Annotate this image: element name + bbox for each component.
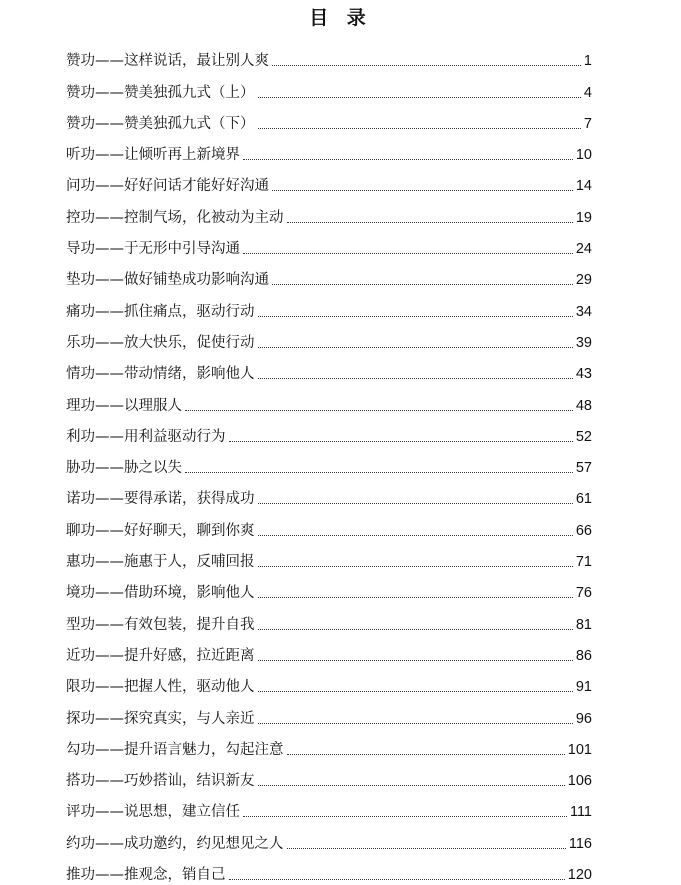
dot-leader xyxy=(258,722,573,724)
toc-entry-title: 境功——借助环境，影响他人 xyxy=(66,585,255,602)
toc-entry-page-number: 116 xyxy=(568,835,592,852)
dot-leader xyxy=(287,221,573,223)
toc-entry[interactable] xyxy=(66,541,592,572)
toc-entry[interactable] xyxy=(66,165,592,196)
dot-leader xyxy=(272,64,581,66)
dot-leader xyxy=(258,127,581,129)
toc-entry-title: 赞功——赞美独孤九式（上） xyxy=(66,84,255,101)
toc-entry[interactable] xyxy=(66,416,592,447)
toc-entry-page-number: 24 xyxy=(575,241,592,258)
toc-entry-title: 乐功——放大快乐，促使行动 xyxy=(66,334,255,351)
dot-leader xyxy=(258,628,573,630)
dot-leader xyxy=(229,440,573,442)
toc-entry-page-number: 48 xyxy=(575,397,592,414)
toc-entry-title: 赞功——这样说话，最让别人爽 xyxy=(66,53,269,70)
toc-entry[interactable] xyxy=(66,353,592,384)
toc-entry[interactable] xyxy=(66,290,592,321)
toc-entry-page-number: 57 xyxy=(575,460,592,477)
toc-entry-title: 问功——好好问话才能好好沟通 xyxy=(66,178,269,195)
toc-entry-title: 约功——成功邀约，约见想见之人 xyxy=(66,835,284,852)
dot-leader xyxy=(258,96,581,98)
toc-entry-title: 赞功——赞美独孤九式（下） xyxy=(66,115,255,132)
dot-leader xyxy=(258,690,573,692)
toc-entry-title: 近功——提升好感，拉近距离 xyxy=(66,647,255,664)
dot-leader xyxy=(287,847,566,849)
dot-leader xyxy=(258,596,573,598)
toc-entry-page-number: 66 xyxy=(575,522,592,539)
toc-entry[interactable] xyxy=(66,854,592,885)
toc-entry-title: 探功——探究真实，与人亲近 xyxy=(66,710,255,727)
toc-entry-page-number: 111 xyxy=(569,804,592,821)
dot-leader xyxy=(272,283,573,285)
toc-entry-page-number: 29 xyxy=(575,272,592,289)
toc-entry-page-number: 14 xyxy=(575,178,592,195)
toc-entry-title: 推功——推观念，销自己 xyxy=(66,867,226,884)
dot-leader xyxy=(258,784,565,786)
toc-title: 目 录 xyxy=(309,7,372,29)
toc-entry-page-number: 10 xyxy=(575,147,592,164)
toc-entry[interactable] xyxy=(66,509,592,540)
toc-entry-page-number: 1 xyxy=(583,53,592,70)
dot-leader xyxy=(258,534,573,536)
toc-entry[interactable] xyxy=(66,635,592,666)
toc-entry-page-number: 34 xyxy=(575,303,592,320)
toc-entry[interactable] xyxy=(66,259,592,290)
toc-entry-page-number: 71 xyxy=(575,554,592,571)
dot-leader xyxy=(185,409,573,411)
toc-entry-page-number: 106 xyxy=(567,773,592,790)
toc-entry[interactable] xyxy=(66,478,592,509)
toc-entry[interactable] xyxy=(66,603,592,634)
toc-entry-page-number: 19 xyxy=(575,209,592,226)
toc-entry-title: 胁功——胁之以失 xyxy=(66,460,182,477)
toc-entry-page-number: 4 xyxy=(583,84,592,101)
dot-leader xyxy=(287,753,565,755)
toc-entry[interactable] xyxy=(66,666,592,697)
toc-entry-title: 利功——用利益驱动行为 xyxy=(66,428,226,445)
toc-entry-title: 勾功——提升语言魅力，勾起注意 xyxy=(66,741,284,758)
toc-entry-title: 垫功——做好铺垫成功影响沟通 xyxy=(66,272,269,289)
dot-leader xyxy=(185,471,573,473)
dot-leader xyxy=(258,315,573,317)
toc-entry[interactable] xyxy=(66,103,592,134)
toc-entry[interactable] xyxy=(66,822,592,853)
toc-entry-page-number: 61 xyxy=(575,491,592,508)
toc-entry-title: 惠功——施惠于人，反哺回报 xyxy=(66,554,255,571)
toc-entry[interactable] xyxy=(66,134,592,165)
toc-entry-title: 评功——说思想，建立信任 xyxy=(66,804,240,821)
toc-entry-page-number: 101 xyxy=(567,741,592,758)
toc-entry-page-number: 120 xyxy=(567,867,592,884)
toc-entry[interactable] xyxy=(66,196,592,227)
toc-entry-page-number: 96 xyxy=(575,710,592,727)
toc-entry-title: 控功——控制气场，化被动为主动 xyxy=(66,209,284,226)
toc-entry[interactable] xyxy=(66,71,592,102)
toc-entry[interactable] xyxy=(66,760,592,791)
toc-list xyxy=(66,40,592,885)
toc-entry[interactable] xyxy=(66,729,592,760)
toc-entry[interactable] xyxy=(66,572,592,603)
toc-entry-page-number: 76 xyxy=(575,585,592,602)
dot-leader xyxy=(243,158,573,160)
dot-leader xyxy=(229,878,565,880)
toc-entry-title: 搭功——巧妙搭讪，结识新友 xyxy=(66,773,255,790)
toc-entry-title: 听功——让倾听再上新境界 xyxy=(66,147,240,164)
toc-entry-page-number: 7 xyxy=(583,115,592,132)
toc-entry[interactable] xyxy=(66,384,592,415)
toc-entry-page-number: 86 xyxy=(575,647,592,664)
toc-entry-title: 型功——有效包装，提升自我 xyxy=(66,616,255,633)
toc-entry-title: 导功——于无形中引导沟通 xyxy=(66,241,240,258)
toc-entry[interactable] xyxy=(66,447,592,478)
toc-entry-title: 理功——以理服人 xyxy=(66,397,182,414)
toc-entry-title: 情功——带动情绪，影响他人 xyxy=(66,366,255,383)
toc-entry[interactable] xyxy=(66,791,592,822)
toc-entry-title: 痛功——抓住痛点，驱动行动 xyxy=(66,303,255,320)
dot-leader xyxy=(258,346,573,348)
dot-leader xyxy=(258,377,573,379)
toc-entry-page-number: 39 xyxy=(575,334,592,351)
toc-entry-page-number: 91 xyxy=(575,679,592,696)
toc-entry-page-number: 81 xyxy=(575,616,592,633)
toc-entry-title: 限功——把握人性，驱动他人 xyxy=(66,679,255,696)
dot-leader xyxy=(243,252,573,254)
toc-entry-page-number: 43 xyxy=(575,366,592,383)
dot-leader xyxy=(258,565,573,567)
dot-leader xyxy=(243,815,567,817)
toc-entry-page-number: 52 xyxy=(575,428,592,445)
toc-entry[interactable] xyxy=(66,40,592,71)
toc-entry[interactable] xyxy=(66,322,592,353)
toc-entry-title: 诺功——要得承诺，获得成功 xyxy=(66,491,255,508)
toc-entry[interactable] xyxy=(66,228,592,259)
dot-leader xyxy=(258,502,573,504)
toc-entry[interactable] xyxy=(66,697,592,728)
dot-leader xyxy=(272,189,573,191)
dot-leader xyxy=(258,659,573,661)
toc-entry-title: 聊功——好好聊天，聊到你爽 xyxy=(66,522,255,539)
